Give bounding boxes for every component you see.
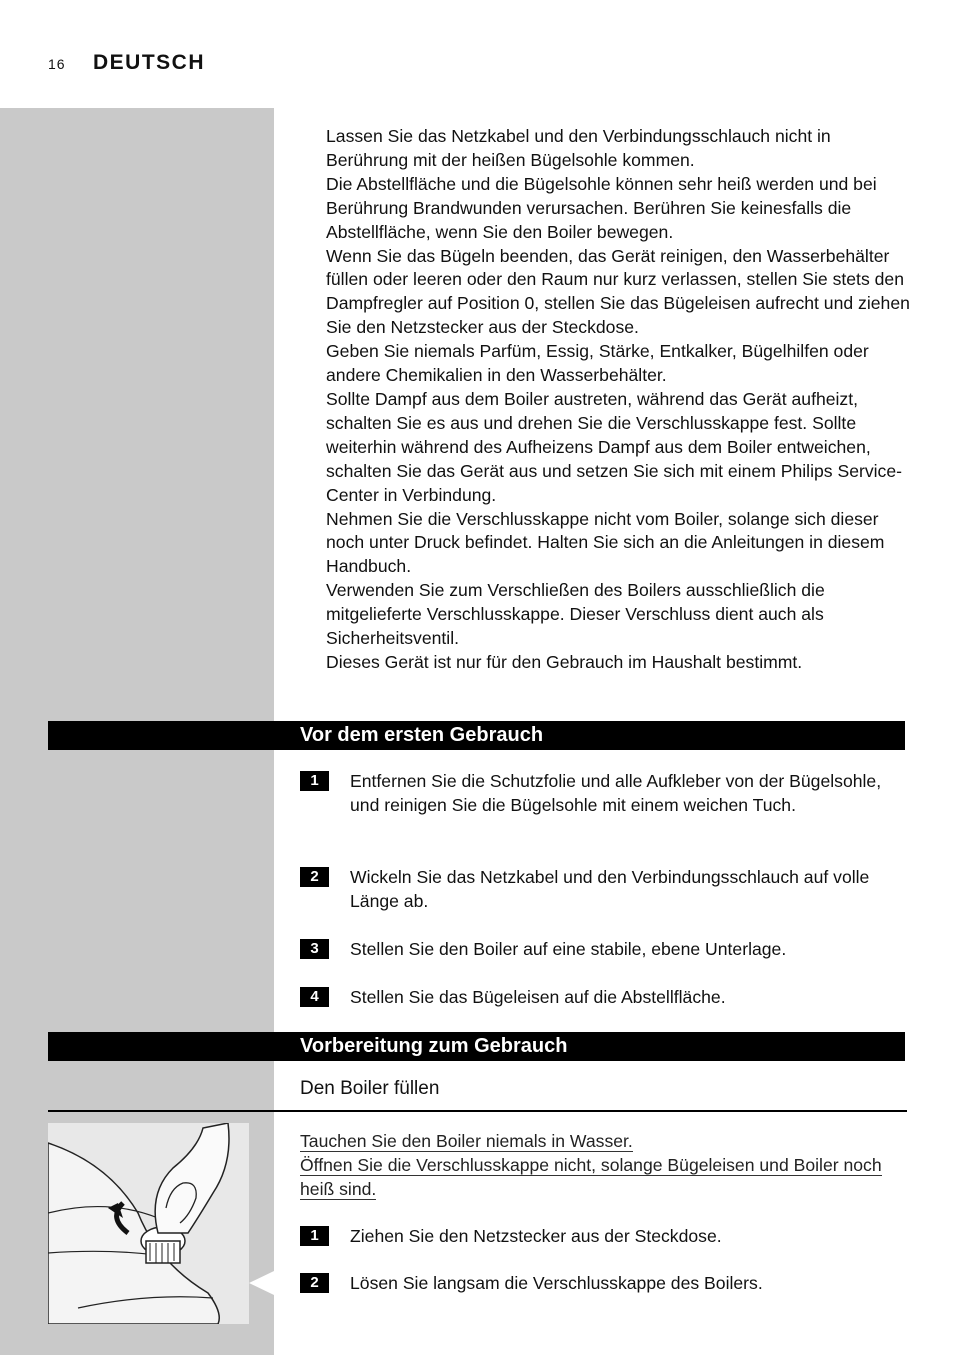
step-number-badge: 1 bbox=[300, 771, 329, 791]
paragraph: Dieses Gerät ist nur für den Gebrauch im Haushalt bestimmt. bbox=[326, 651, 803, 672]
hand-cap-icon bbox=[48, 1123, 249, 1324]
warning-text: Öffnen Sie die Verschlusskappe nicht, solange Bügeleisen und Boiler noch heiß sind. bbox=[300, 1155, 882, 1199]
boiler-cap-illustration bbox=[48, 1123, 249, 1324]
language-heading: DEUTSCH bbox=[93, 51, 206, 74]
section-title: Vor dem ersten Gebrauch bbox=[300, 724, 544, 746]
paragraph: Geben Sie niemals Parfüm, Essig, Stärke, Entkalker, Bügelhilfen oder andere Chemikalien in den Wasserbehälter. bbox=[326, 341, 869, 386]
paragraph: Die Abstellfläche und die Bügelsohle können sehr heiß werden und bei Berührung Brandwunden verursachen. Berühren Sie keinesfalls die Abstellfläche, wenn Sie den Boiler bewegen. bbox=[326, 173, 877, 242]
step-text: Wickeln Sie das Netzkabel und den Verbindungsschlauch auf volle Länge ab. bbox=[350, 867, 870, 911]
step-item bbox=[300, 937, 910, 961]
step-text: Lösen Sie langsam die Verschlusskappe des Boilers. bbox=[350, 1273, 763, 1293]
step-number-badge: 2 bbox=[300, 1273, 329, 1293]
safety-text bbox=[326, 125, 916, 675]
step-text: Stellen Sie das Bügeleisen auf die Abstellfläche. bbox=[350, 987, 726, 1007]
paragraph: Nehmen Sie die Verschlusskappe nicht vom Boiler, solange sich dieser noch unter Druck befindet. Halten Sie sich an die Anleitungen in diesem Handbuch. bbox=[326, 508, 885, 577]
step-item bbox=[300, 1271, 910, 1295]
page-number: 16 bbox=[48, 56, 66, 72]
section-title: Vorbereitung zum Gebrauch bbox=[300, 1035, 568, 1057]
section-bar-preparation bbox=[48, 1032, 905, 1061]
paragraph: Wenn Sie das Bügeln beenden, das Gerät reinigen, den Wasserbehälter füllen oder leeren oder den Raum nur kurz verlassen, stellen Sie stets den Dampfregler auf Position 0, stellen Sie das Bügeleisen aufrecht und ziehen Sie den Netzstecker aus der Steckdose. bbox=[326, 245, 910, 338]
step-number-badge: 1 bbox=[300, 1226, 329, 1246]
subheading: Den Boiler füllen bbox=[300, 1078, 440, 1099]
step-number-badge: 3 bbox=[300, 939, 329, 959]
step-number-badge: 2 bbox=[300, 867, 329, 887]
step-item bbox=[300, 865, 910, 913]
step-number-badge: 4 bbox=[300, 987, 329, 1007]
step-text: Stellen Sie den Boiler auf eine stabile, ebene Unterlage. bbox=[350, 939, 787, 959]
warning-notes bbox=[300, 1129, 910, 1201]
step-item bbox=[300, 769, 910, 817]
warning-text: Tauchen Sie den Boiler niemals in Wasser. bbox=[300, 1131, 633, 1151]
paragraph: Verwenden Sie zum Verschließen des Boilers ausschließlich die mitgelieferte Verschlusskappe. Dieser Verschluss dient auch als Sicherheitsventil. bbox=[326, 580, 825, 649]
section-bar-first-use bbox=[48, 721, 905, 750]
step-text: Ziehen Sie den Netzstecker aus der Steckdose. bbox=[350, 1226, 722, 1246]
paragraph: Sollte Dampf aus dem Boiler austreten, während das Gerät aufheizt, schalten Sie es aus und drehen Sie die Verschlusskappe fest. Sollte weiterhin während des Aufheizens Dampf aus dem Boiler entweichen, schalten Sie das Gerät aus und setzen Sie sich mit einem Philips Service-Center in Verbindung. bbox=[326, 388, 902, 505]
step-item bbox=[300, 1224, 910, 1248]
paragraph: Lassen Sie das Netzkabel und den Verbindungsschlauch nicht in Berührung mit der heißen Bügelsohle kommen. bbox=[326, 126, 831, 170]
step-text: Entfernen Sie die Schutzfolie und alle Aufkleber von der Bügelsohle, und reinigen Sie die Bügelsohle mit einem weichen Tuch. bbox=[350, 771, 882, 815]
divider bbox=[48, 1110, 907, 1112]
pointer-arrow bbox=[249, 1271, 274, 1295]
step-item bbox=[300, 985, 910, 1009]
